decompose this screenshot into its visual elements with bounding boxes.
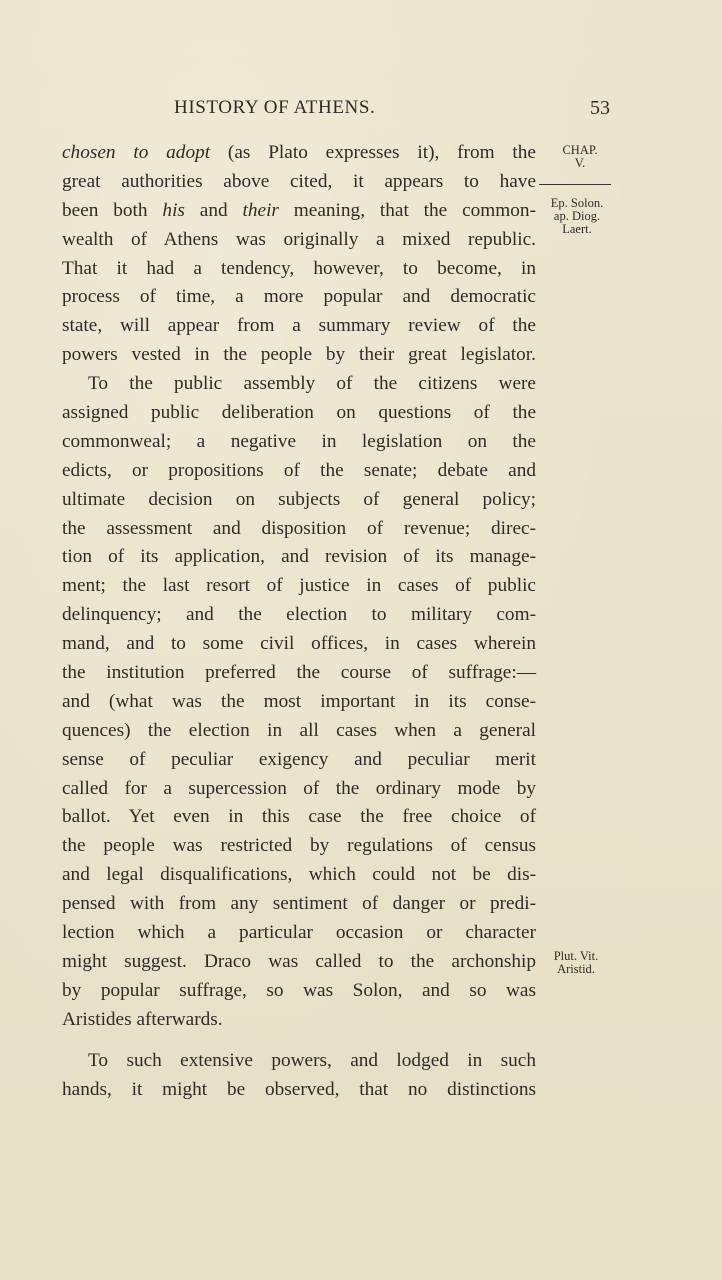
margin-reference <box>541 950 611 976</box>
text-segment: meaning, that the common- <box>278 199 536 221</box>
text-line: great authorities above cited, it appears to have <box>62 170 536 192</box>
text-line: ballot. Yet even in this case the free choice of <box>62 806 536 828</box>
italic-word: their <box>242 199 279 221</box>
text-line: sense of peculiar exigency and peculiar merit <box>62 748 536 770</box>
text-line: delinquency; and the election to military com- <box>62 604 536 626</box>
text-line: process of time, a more popular and democratic <box>62 286 536 308</box>
margin-rule <box>539 184 611 185</box>
paragraph-gap <box>62 1035 536 1047</box>
reference-line: Ep. Solon. <box>550 196 604 210</box>
text-line: commonweal; a negative in legislation on the <box>62 430 536 452</box>
text-line: hands, it might be observed, that no distinctions <box>62 1078 536 1100</box>
page-number: 53 <box>590 97 610 119</box>
margin-reference <box>537 197 617 236</box>
text-line: state, will appear from a summary review of the <box>62 315 536 337</box>
text-line: ment; the last resort of justice in cases of public <box>62 575 536 597</box>
text-line: tion of its application, and revision of its manage- <box>62 546 536 568</box>
text-line: pensed with from any sentiment of danger or predi- <box>62 893 536 915</box>
text-line: mand, and to some civil offices, in cases wherein <box>62 633 536 655</box>
text-line: powers vested in the people by their great legislator. <box>62 344 536 366</box>
italic-phrase: chosen to adopt <box>62 142 211 163</box>
reference-line: Plut. Vit. <box>553 949 599 963</box>
text-line: That it had a tendency, however, to become, in <box>62 257 536 279</box>
text-line: wealth of Athens was originally a mixed republic. <box>62 228 536 250</box>
text-line: and legal disqualifications, which could not be dis- <box>62 864 536 886</box>
text-line: assigned public deliberation on questions of the <box>62 402 536 424</box>
text-line: ultimate decision on subjects of general policy; <box>62 488 536 510</box>
text-line <box>62 197 536 226</box>
text-line: the people was restricted by regulations of census <box>62 835 536 857</box>
text-line: by popular suffrage, so was Solon, and so was <box>62 979 536 1001</box>
reference-line: ap. Diog. <box>553 209 601 223</box>
text-line: quences) the election in all cases when a general <box>62 719 536 741</box>
chapter-label: CHAP. <box>562 143 598 157</box>
running-title: HISTORY OF ATHENS. <box>174 97 376 118</box>
body-text <box>62 139 536 1104</box>
text-line: called for a supercession of the ordinary mode by <box>62 777 536 799</box>
reference-line: Laert. <box>562 222 592 236</box>
text-line: To the public assembly of the citizens were <box>88 373 536 395</box>
italic-word: his <box>162 199 185 221</box>
text-line: lection which a particular occasion or character <box>62 922 536 944</box>
text-segment: (as Plato expresses it), from the <box>210 142 536 163</box>
chapter-marker <box>555 144 605 170</box>
text-line: To such extensive powers, and lodged in such <box>88 1049 536 1071</box>
text-line: and (what was the most important in its conse- <box>62 690 536 712</box>
text-line: might suggest. Draco was called to the archonship <box>62 950 536 972</box>
text-line: Aristides afterwards. <box>62 1008 223 1030</box>
reference-line: Aristid. <box>557 962 595 976</box>
text-line: the institution preferred the course of suffrage:— <box>62 662 536 684</box>
text-segment: and <box>184 199 243 221</box>
text-segment: been both <box>62 199 163 221</box>
text-line <box>62 139 536 168</box>
text-line: edicts, or propositions of the senate; debate and <box>62 459 536 481</box>
running-head <box>0 97 722 121</box>
text-line: the assessment and disposition of revenue; direc- <box>62 517 536 539</box>
chapter-number: V. <box>574 156 586 170</box>
